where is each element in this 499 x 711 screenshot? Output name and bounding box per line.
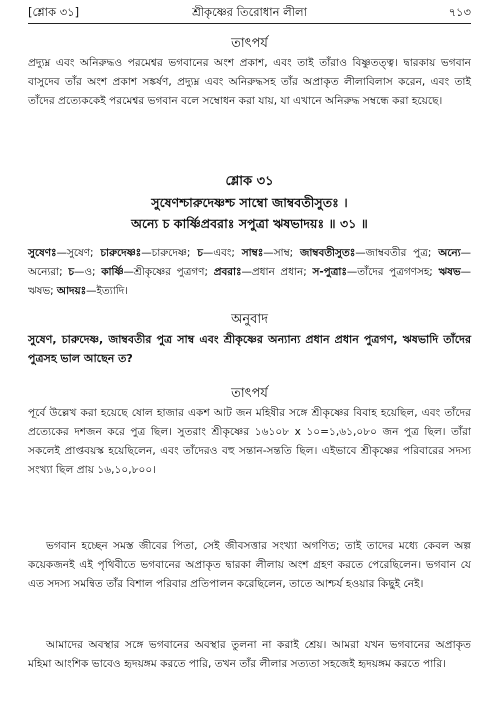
synonym-word: সাম্বঃ <box>241 247 264 259</box>
translation-text: সুষেণ, চারুদেষ্ণ, জাম্ববতীর পুত্র সাম্ব এবং শ্রীকৃষ্ণের অন্যান্য প্রধান প্রধান পুত্রগণ, ঋষভাদি তাঁদের পুত্রসহ ভাল আছেন ত? <box>28 333 471 365</box>
purport-paragraph-3: আমাদের অবস্থার সঙ্গে ভগবানের অবস্থার তুলনা না করাই শ্রেয়। আমরা যখন ভগবানের অপ্রাকৃত মহিমা আংশিক ভাবেও হৃদয়ঙ্গম করতে পারি, তখন তাঁর লীলার সত্যতা সহজেই হৃদয়ঙ্গম করতে পারি। <box>28 639 471 670</box>
synonym-word: জাম্ববতীসুতঃ <box>300 247 356 259</box>
synonym-meaning: —এবং; <box>202 247 242 259</box>
word-for-word-synonyms <box>28 244 471 301</box>
synonym-word: সুষেণঃ <box>28 247 57 259</box>
synonym-meaning: —সাম্ব; <box>263 247 301 259</box>
purport-paragraph-1: পূর্বে উল্লেখ করা হয়েছে ষোল হাজার একশ আট জন মহিষীর সঙ্গে শ্রীকৃষ্ণের বিবাহ হয়েছিল, এবং তাঁদের প্রত্যেকের দশজন করে পুত্র ছিল। সুতরাং শ্রীকৃষ্ণের ১৬১০৮ x ১০=১,৬১,০৮০ জন পুত্র ছিল। তাঁরা সকলেই প্রাপ্তবয়স্ক হয়েছিলেন, এবং তাঁদেরও বহু সন্তান-সন্ততি ছিল। এইভাবে শ্রীকৃষ্ণের পরিবারের সদস্য সংখ্যা ছিল প্রায় ১৬,১০,৮০০। <box>28 407 471 476</box>
synonym-word: স-পুত্রাঃ <box>312 266 347 278</box>
synonym-meaning: —ও; <box>73 266 102 278</box>
synonym-meaning: —অন্যেরা; <box>28 247 472 278</box>
synonym-meaning: —প্রধান প্রধান; <box>241 266 313 278</box>
header-chapter-title: শ্রীকৃষ্ণের তিরোধান লীলা <box>192 5 307 19</box>
header-rule <box>28 23 471 24</box>
synonym-word: অন্যে <box>438 247 461 259</box>
purport-paragraph-2: ভগবান হচ্ছেন সমস্ত জীবের পিতা, সেই জীবসত্তার সংখ্যা অগণিত; তাই তাদের মধ্যে কেবল অল্প কয়েকজনই এই পৃথিবীতে ভগবানের অপ্রাকৃত দ্বারকা লীলায় অংশ গ্রহণ করতে পেরেছিলেন। ভগবান যে এত সদস্য সমন্বিত তাঁর বিশাল পরিবার প্রতিপালন করেছিলেন, তাতে আশ্চর্য হওয়ার কিছুই নেই। <box>28 540 471 590</box>
purport-heading: তাৎপর্য <box>231 36 268 51</box>
synonym-word: চ <box>68 266 74 278</box>
running-header <box>28 4 471 22</box>
purport-heading-2: তাৎপর্য <box>231 386 268 401</box>
verse-line-1: সুষেণশ্চারুদেষ্ণশ্চ সাম্বো জাম্ববতীসুতঃ । <box>151 195 348 210</box>
synonym-word: আদয়ঃ <box>56 285 87 297</box>
synonym-word: চ <box>197 247 203 259</box>
purport-text: প্রদ্যুম্ন এবং অনিরুদ্ধও পরমেশ্বর ভগবানের অংশ প্রকাশ, এবং তাই তাঁরাও বিষ্ণুতত্ত্ব। দ্বারকায় ভগবান বাসুদেব তাঁর অংশ প্রকাশ সঙ্কর্ষণ, প্রদ্যুম্ন এবং অনিরুদ্ধসহ তাঁর অপ্রাকৃত লীলাবিলাস করেন, এবং তাই তাঁদের প্রত্যেককেই পরমেশ্বর ভগবান বলে সম্বোধন করা যায়, যা এখানে অনিরুদ্ধ সম্বন্ধে করা হয়েছে। <box>28 57 471 107</box>
synonym-meaning: —ঋষভ; <box>28 266 471 297</box>
synonym-meaning: —ইত্যাদি। <box>86 285 128 297</box>
synonym-meaning: —শ্রীকৃষ্ণের পুত্রগণ; <box>123 266 214 278</box>
header-page-number: ৭১৩ <box>448 5 471 19</box>
synonym-meaning: —চারুদেষ্ণ; <box>141 247 198 259</box>
verse-number-heading: শ্লোক ৩১ <box>225 174 274 189</box>
synonym-word: কার্ষ্ণি <box>101 266 124 278</box>
synonym-meaning: —জাম্ববতীর পুত্র; <box>355 247 439 259</box>
translation-heading: অনুবাদ <box>231 312 268 327</box>
synonym-word: ঋষভ <box>438 266 461 278</box>
synonym-meaning: —তাঁদের পুত্রগণসহ; <box>346 266 439 278</box>
synonym-word: চারুদেষ্ণঃ <box>100 247 142 259</box>
verse-line-2: অন্যে চ কার্ষ্ণিপ্রবরাঃ সপুত্রা ঋষভাদয়ঃ ॥ ৩১ ॥ <box>131 216 368 231</box>
synonym-word: প্রবরাঃ <box>213 266 242 278</box>
synonym-meaning: —সুষেণ; <box>56 247 101 259</box>
header-verse-ref: [শ্লোক ৩১] <box>28 5 80 19</box>
